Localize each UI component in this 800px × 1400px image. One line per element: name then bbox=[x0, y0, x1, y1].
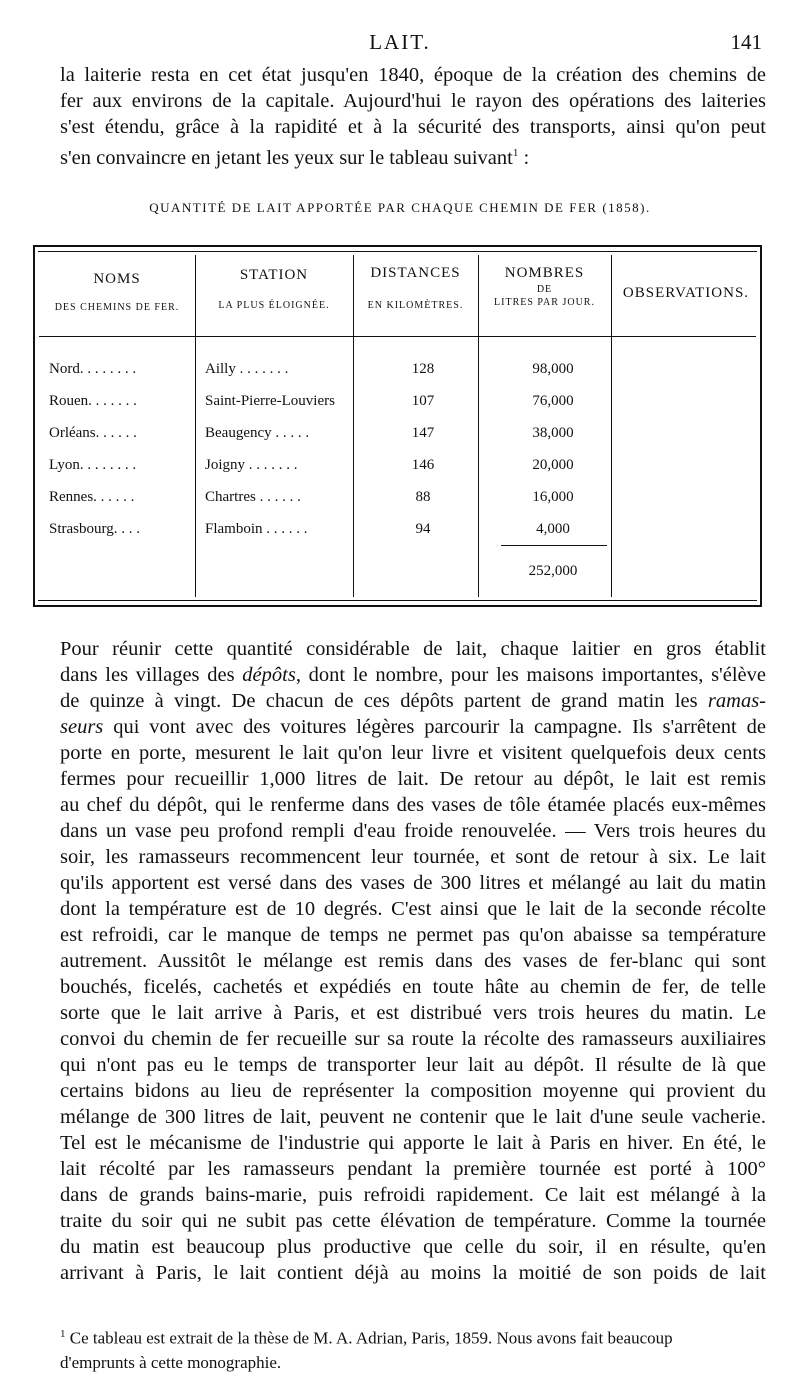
running-head bbox=[0, 30, 800, 58]
body-line: qui n'ont pas eu le temps de transporter leur lait au dépôt. Il résulte de là que bbox=[60, 1054, 766, 1076]
body-line: certains bidons au lieu de représenter la composition moyenne qui provient du bbox=[60, 1080, 766, 1102]
body-line: du matin est beaucoup plus productive que celle du soir, il en résulte, qu'en bbox=[60, 1236, 766, 1258]
litres-value: 38,000 bbox=[532, 425, 574, 441]
intro-line-text: s'en convaincre en jetant les yeux sur le tableau suivant bbox=[60, 146, 513, 169]
body-line: mélange de 300 litres de lait, peuvent ne contenir que le lait d'une seule vacherie. bbox=[60, 1106, 766, 1128]
header-sub: DES CHEMINS DE FER. bbox=[54, 302, 180, 313]
station-name: Chartres . . . . . . bbox=[205, 489, 301, 505]
header-distances bbox=[353, 265, 478, 311]
railway-name: Nord. . . . . . . . bbox=[49, 361, 137, 377]
running-title: LAIT. bbox=[369, 30, 431, 54]
railway-name: Strasbourg. . . . bbox=[49, 521, 140, 537]
railway-name: Lyon. . . . . . . . bbox=[49, 457, 137, 473]
header-main: NOMS bbox=[93, 271, 141, 287]
table-row bbox=[35, 513, 764, 545]
header-observations bbox=[611, 285, 761, 302]
table-caption: QUANTITÉ DE LAIT APPORTÉE PAR CHAQUE CHEMIN DE FER (1858). bbox=[149, 200, 651, 215]
litres-value: 98,000 bbox=[532, 361, 574, 377]
body-line: est refroidi, car le manque de temps ne permet pas qu'on abaisse sa température bbox=[60, 924, 766, 946]
station-name: Ailly . . . . . . . bbox=[205, 361, 289, 377]
intro-line: s'est étendu, grâce à la rapidité et à la sécurité des transports, ainsi qu'on peut bbox=[60, 116, 766, 138]
body-line: traite du soir qui ne subit pas cette élévation de température. Comme la tournée bbox=[60, 1210, 766, 1232]
litres-value: 16,000 bbox=[532, 489, 574, 505]
body-line: Tel est le mécanisme de l'industrie qui apporte le lait à Paris en hiver. En été, le bbox=[60, 1132, 766, 1154]
italic-term: ramas- bbox=[707, 690, 766, 712]
table-row bbox=[35, 481, 764, 513]
total-litres: 252,000 bbox=[528, 563, 578, 579]
body-line: dans les villages des dépôts, dont le nombre, pour les maisons importantes, s'élève bbox=[60, 664, 766, 686]
body-paragraph bbox=[60, 636, 766, 1286]
litres-value: 20,000 bbox=[532, 457, 574, 473]
header-station bbox=[195, 267, 353, 311]
intro-line: la laiterie resta en cet état jusqu'en 1840, époque de la création des chemins de bbox=[60, 64, 766, 86]
intro-line: fer aux environs de la capitale. Aujourd'hui le rayon des opérations des laiteries bbox=[60, 90, 766, 112]
header-names bbox=[39, 271, 195, 313]
header-main: STATION bbox=[239, 267, 309, 283]
body-line: autrement. Aussitôt le mélange est remis dans des vases de fer-blanc qui sont bbox=[60, 950, 766, 972]
italic-term: seurs bbox=[60, 716, 104, 738]
body-line: arrivant à Paris, le lait contient déjà au moins la moitié de son poids de lait bbox=[60, 1262, 766, 1284]
station-name: Joigny . . . . . . . bbox=[205, 457, 298, 473]
italic-term: dépôts bbox=[242, 664, 296, 686]
body-line: dont la température est de 10 degrés. C'est ainsi que le lait de la seconde récolte bbox=[60, 898, 766, 920]
intro-line-colon: : bbox=[518, 146, 530, 169]
page-number: 141 bbox=[730, 30, 762, 54]
body-line: qu'ils apportent est versé dans des vases de 300 litres et mélangé au lait du matin bbox=[60, 872, 766, 894]
body-line: seurs qui vont avec des voitures légères parcourir la campagne. Ils s'arrêtent de bbox=[60, 716, 766, 738]
railway-name: Rouen. . . . . . . bbox=[49, 393, 137, 409]
station-name: Saint-Pierre-Louviers bbox=[205, 393, 335, 409]
header-sub: EN KILOMÈTRES. bbox=[367, 300, 464, 311]
body-line: porte en porte, mesurent le lait qu'on leur livre et visitent quelquefois deux cents bbox=[60, 742, 766, 764]
body-line: sorte que le lait arrive à Paris, et est distribué vers trois heures du matin. Le bbox=[60, 1002, 766, 1024]
header-sub: LA PLUS ÉLOIGNÉE. bbox=[218, 300, 330, 311]
intro-paragraph bbox=[60, 62, 766, 169]
header-main: OBSERVATIONS. bbox=[622, 285, 750, 301]
body-line: bouchés, ficelés, cachetés et expédiés en toute hâte au chemin de fer, de telle bbox=[60, 976, 766, 998]
distance-value: 128 bbox=[411, 361, 435, 377]
body-line: dans de grands bains-marie, puis refroidi rapidement. Ce lait est mélangé à la bbox=[60, 1184, 766, 1206]
railway-name: Rennes. . . . . . bbox=[49, 489, 135, 505]
body-line: au chef du dépôt, qui le renferme dans des vases de tôle étamée placés eux-mêmes bbox=[60, 794, 766, 816]
body-line: soir, les ramasseurs recommencent leur tournée, et sont de retour à six. Le lait bbox=[60, 846, 766, 868]
body-line: fermes pour recueillir 1,000 litres de lait. De retour au dépôt, le lait est remis bbox=[60, 768, 766, 790]
footnote-marker: 1 bbox=[60, 1328, 66, 1340]
footnote-reference: 1 bbox=[512, 147, 519, 159]
header-rule bbox=[39, 336, 756, 337]
table-row bbox=[35, 385, 764, 417]
litres-value: 4,000 bbox=[536, 521, 570, 537]
distance-value: 88 bbox=[415, 489, 431, 505]
footnote bbox=[60, 1322, 766, 1375]
table-row bbox=[35, 353, 764, 385]
body-line: convoi du chemin de fer recueille sur sa route la récolte des ramasseurs auxiliaires bbox=[60, 1028, 766, 1050]
table-row bbox=[35, 417, 764, 449]
table-row bbox=[35, 449, 764, 481]
header-sub: LITRES PAR JOUR. bbox=[494, 297, 595, 308]
footnote-line: d'emprunts à cette monographie. bbox=[60, 1352, 282, 1372]
station-name: Beaugency . . . . . bbox=[205, 425, 310, 441]
header-litres bbox=[478, 265, 611, 308]
railway-name: Orléans. . . . . . bbox=[49, 425, 137, 441]
station-name: Flamboin . . . . . . bbox=[205, 521, 308, 537]
body-line: Pour réunir cette quantité considérable de lait, chaque laitier en gros établit bbox=[60, 638, 766, 660]
table-total-row bbox=[35, 555, 764, 587]
distance-value: 147 bbox=[411, 425, 435, 441]
litres-value: 76,000 bbox=[532, 393, 574, 409]
distance-value: 107 bbox=[411, 393, 435, 409]
distance-value: 94 bbox=[415, 521, 431, 537]
header-mid: DE bbox=[536, 284, 553, 295]
milk-table bbox=[33, 245, 762, 607]
distance-value: 146 bbox=[411, 457, 435, 473]
footnote-line: $^1$ Ce tableau est extrait de la thèse de M. A. Adrian, Paris, 1859. Nous avons fait beaucoup bbox=[60, 1328, 673, 1348]
header-main: NOMBRES bbox=[504, 265, 585, 281]
body-line: lait récolté par les ramasseurs pendant la première tournée est porté à 100° bbox=[60, 1158, 766, 1180]
intro-line bbox=[60, 140, 766, 169]
body-line: de quinze à vingt. De chacun de ces dépôts partent de grand matin les ramas- bbox=[60, 690, 766, 712]
body-line: dans un vase peu profond rempli d'eau froide renouvelée. — Vers trois heures du bbox=[60, 820, 766, 842]
total-rule bbox=[501, 545, 607, 546]
header-main: DISTANCES bbox=[370, 265, 461, 281]
